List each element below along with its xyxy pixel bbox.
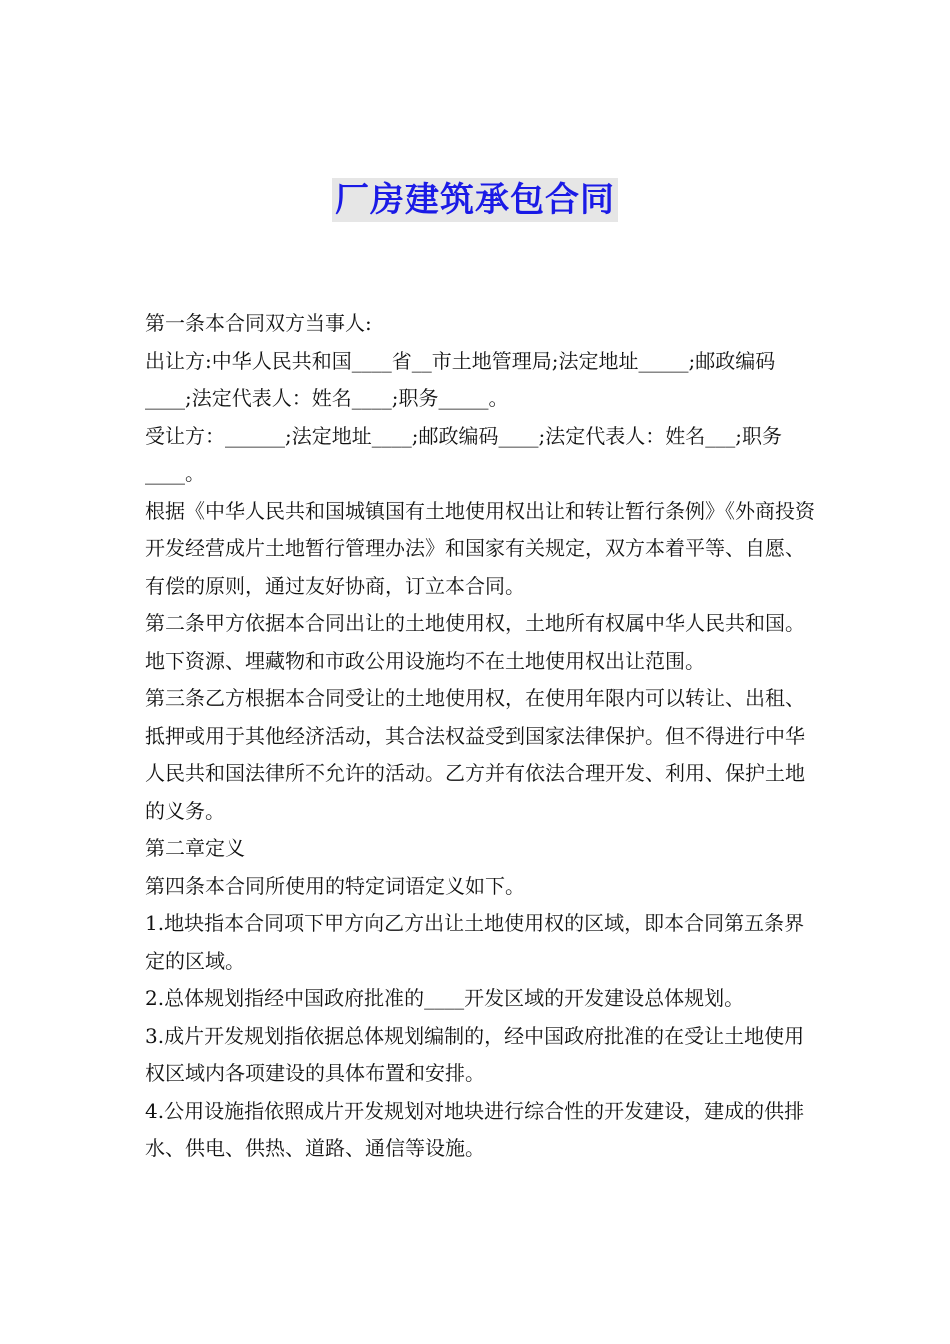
definition-3: 3.成片开发规划指依据总体规划编制的，经中国政府批准的在受让土地使用权区域内各项建设的具体布置和安排。 bbox=[145, 1023, 805, 1085]
title-container bbox=[0, 178, 950, 222]
legal-basis-paragraph: 根据《中华人民共和国城镇国有土地使用权出让和转让暂行条例》《外商投资开发经营成片土地暂行管理办法》和国家有关规定，双方本着平等、自愿、有偿的原则，通过友好协商，订立本合同。 bbox=[145, 498, 815, 598]
definition-4: 4.公用设施指依照成片开发规划对地块进行综合性的开发建设，建成的供排水、供电、供热、道路、通信等设施。 bbox=[145, 1098, 805, 1160]
article-1-heading: 第一条本合同双方当事人: bbox=[145, 311, 372, 335]
article-2-paragraph: 第二条甲方依据本合同出让的土地使用权，土地所有权属中华人民共和国。地下资源、埋藏物和市政公用设施均不在土地使用权出让范围。 bbox=[145, 611, 805, 673]
transferor-paragraph: 出让方:中华人民共和国____省__市土地管理局;法定地址_____;邮政编码____;法定代表人：姓名____;职务_____。 bbox=[145, 348, 776, 410]
transferee-paragraph: 受让方：______;法定地址____;邮政编码____;法定代表人：姓名___;职务____。 bbox=[145, 423, 782, 485]
article-4-paragraph: 第四条本合同所使用的特定词语定义如下。 bbox=[145, 873, 525, 898]
definition-2: 2.总体规划指经中国政府批准的____开发区域的开发建设总体规划。 bbox=[145, 986, 745, 1010]
document-title: 厂房建筑承包合同 bbox=[332, 178, 618, 222]
definition-1: 1.地块指本合同项下甲方向乙方出让土地使用权的区域，即本合同第五条界定的区域。 bbox=[145, 911, 805, 973]
article-3-paragraph: 第三条乙方根据本合同受让的土地使用权，在使用年限内可以转让、出租、抵押或用于其他经济活动，其合法权益受到国家法律保护。但不得进行中华人民共和国法律所不允许的活动。乙方并有依法合理开发、利用、保护土地的义务。 bbox=[145, 686, 805, 823]
document-body bbox=[145, 305, 815, 1168]
chapter-2-heading: 第二章定义 bbox=[145, 836, 245, 860]
